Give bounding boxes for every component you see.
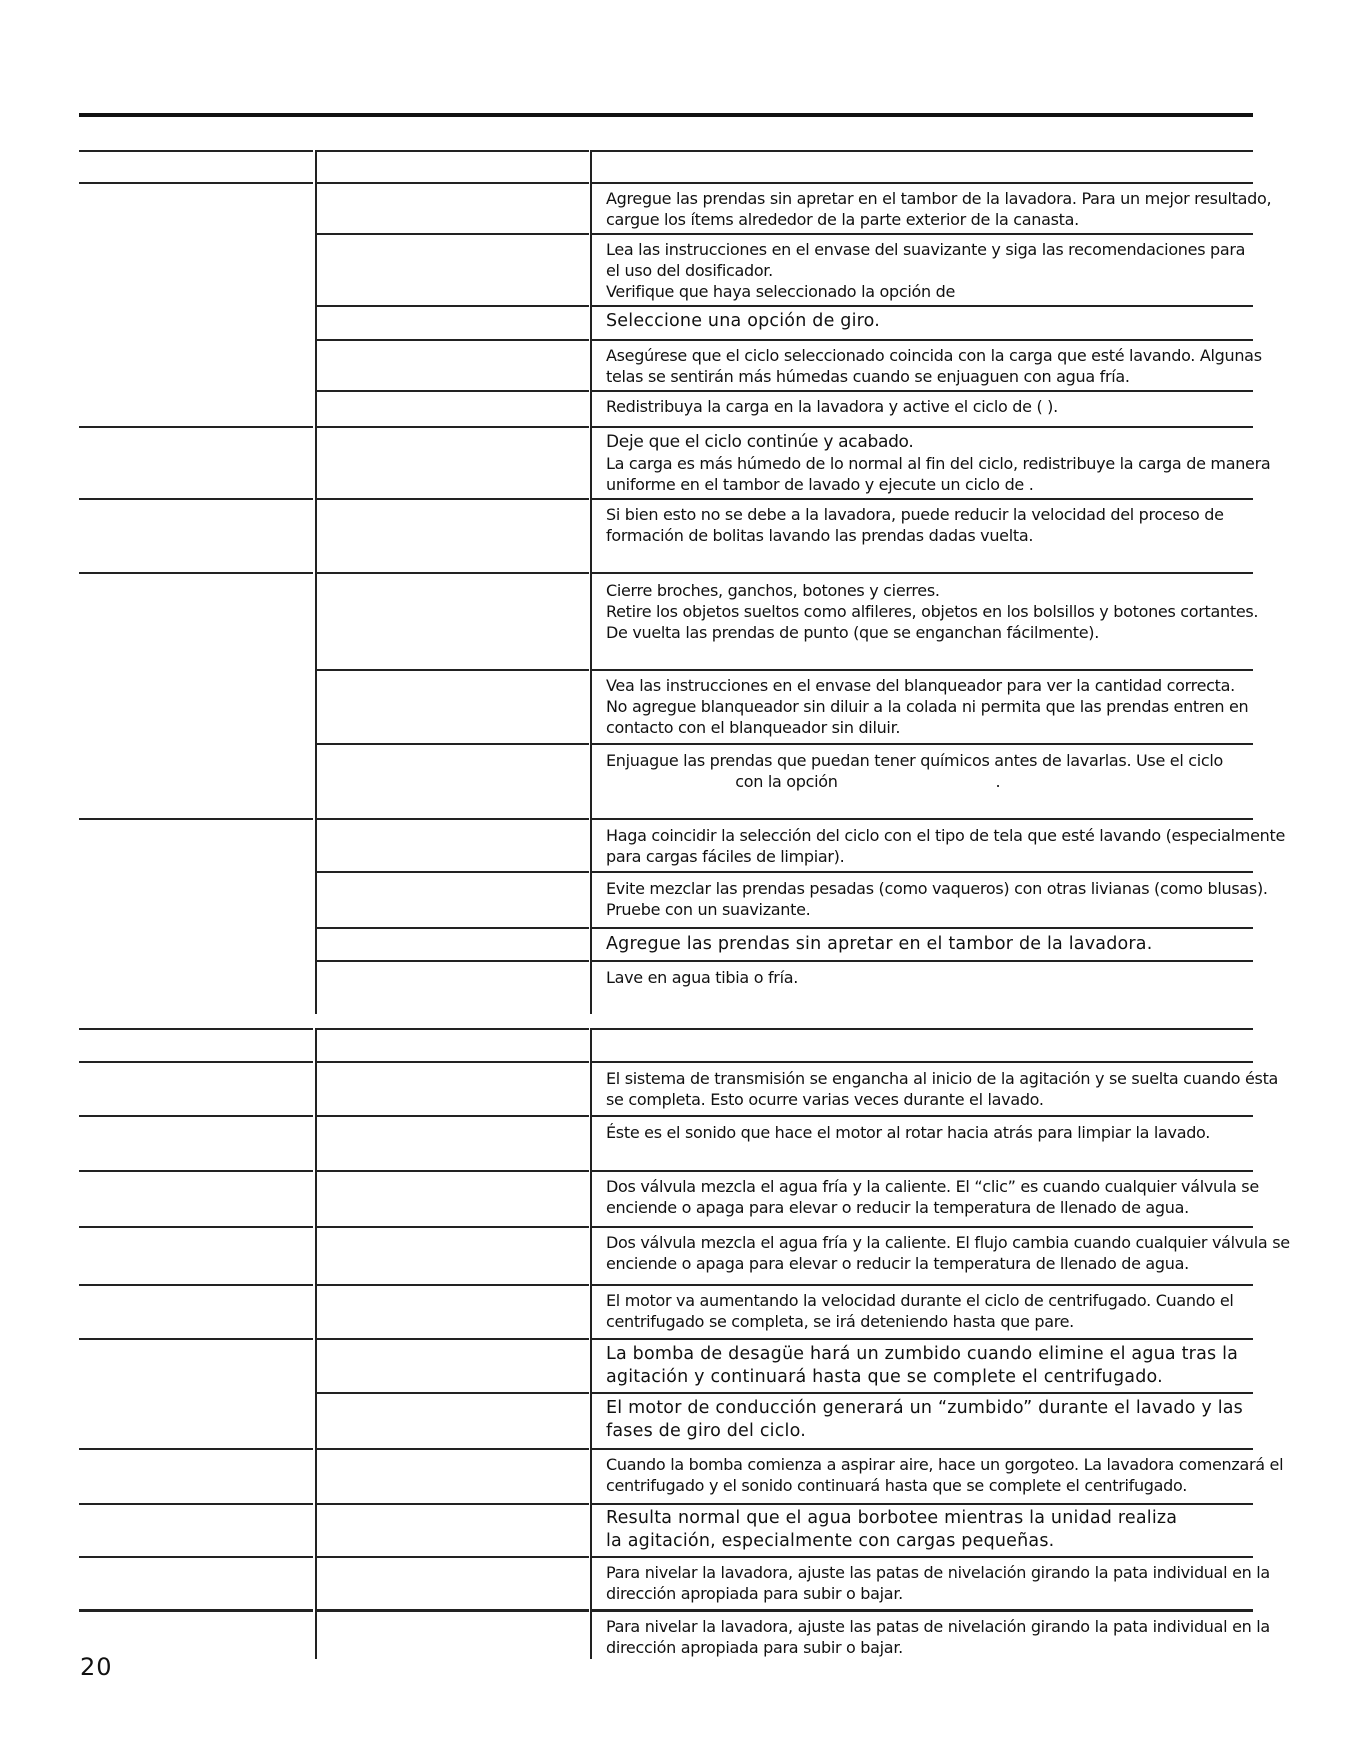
row-rule	[317, 305, 589, 307]
row-rule	[79, 1226, 313, 1228]
text-line: Resulta normal que el agua borbotee mientras la unidad realiza	[606, 1508, 1178, 1528]
text-line: Cuando la bomba comienza a aspirar aire, hace un gorgoteo. La lavadora comenzará el	[606, 1455, 1284, 1474]
row-rule	[79, 182, 313, 184]
text-line: contacto con el blanqueador sin diluir.	[606, 718, 901, 737]
row-rule	[592, 960, 1253, 962]
row-rule	[317, 1170, 589, 1172]
text-line: Seleccione una opción de giro.	[606, 311, 881, 331]
text-line: Si bien esto no se debe a la lavadora, puede reducir la velocidad del proceso de	[606, 505, 1224, 524]
row-rule	[317, 182, 589, 184]
text-line: con la opción .	[606, 772, 1001, 791]
text-line: Evite mezclar las prendas pesadas (como vaqueros) con otras livianas (como blusas).	[606, 879, 1268, 898]
row-rule	[317, 390, 589, 392]
text-line: No agregue blanqueador sin diluir a la colada ni permita que las prendas entren en	[606, 697, 1249, 716]
solution-cell	[606, 933, 1246, 956]
row-rule	[317, 1284, 589, 1286]
solution-cell	[606, 750, 1246, 792]
text-line: Pruebe con un suavizante.	[606, 900, 811, 919]
text-line: Retire los objetos sueltos como alfileres, objetos en los bolsillos y botones cortantes.	[606, 602, 1259, 621]
row-rule	[79, 426, 313, 428]
text-line: enciende o apaga para elevar o reducir la temperatura de llenado de agua.	[606, 1254, 1189, 1273]
row-rule	[317, 233, 589, 235]
text-line: La bomba de desagüe hará un zumbido cuando elimine el agua tras la	[606, 1344, 1239, 1364]
row-rule	[592, 818, 1253, 820]
row-rule	[317, 1392, 589, 1394]
row-rule	[592, 1284, 1253, 1286]
row-rule	[592, 1061, 1253, 1063]
explanation-cell	[606, 1454, 1284, 1496]
text-line: El motor de conducción generará un “zumbido” durante el lavado y las	[606, 1398, 1244, 1418]
explanation-cell	[606, 1290, 1246, 1332]
column-divider	[590, 150, 592, 1014]
text-line: Éste es el sonido que hace el motor al rotar hacia atrás para limpiar la lavado.	[606, 1123, 1211, 1142]
text-line: Verifique que haya seleccionado la opción de	[606, 282, 956, 301]
row-rule	[317, 1061, 589, 1063]
row-rule	[317, 927, 589, 929]
text-line: El motor va aumentando la velocidad durante el ciclo de centrifugado. Cuando el	[606, 1291, 1234, 1310]
row-rule	[79, 1448, 313, 1450]
table-header-rule	[592, 1028, 1253, 1030]
text-line: cargue los ítems alrededor de la parte exterior de la canasta.	[606, 210, 1079, 229]
row-rule	[79, 1284, 313, 1286]
explanation-cell	[606, 1507, 1246, 1553]
solution-cell	[606, 504, 1246, 546]
row-rule	[79, 1115, 313, 1117]
row-rule	[592, 305, 1253, 307]
explanation-cell	[606, 1343, 1246, 1389]
row-rule	[79, 1503, 313, 1505]
text-line: se completa. Esto ocurre varias veces durante el lavado.	[606, 1090, 1044, 1109]
row-rule	[317, 498, 589, 500]
text-line: Lave en agua tibia o fría.	[606, 968, 799, 987]
row-rule	[79, 572, 313, 574]
solution-cell	[606, 825, 1285, 867]
text-line: Cierre broches, ganchos, botones y cierres.	[606, 581, 940, 600]
text-line: dirección apropiada para subir o bajar.	[606, 1638, 903, 1657]
row-rule	[592, 339, 1253, 341]
row-rule	[592, 182, 1253, 184]
explanation-cell	[606, 1122, 1246, 1143]
text-line: Enjuague las prendas que puedan tener químicos antes de lavarlas. Use el ciclo	[606, 751, 1224, 770]
text-line: Dos válvula mezcla el agua fría y la caliente. El flujo cambia cuando cualquier válvula se	[606, 1233, 1290, 1252]
row-rule	[317, 1226, 589, 1228]
text-line: Para nivelar la lavadora, ajuste las patas de nivelación girando la pata individual en la	[606, 1563, 1270, 1582]
explanation-cell	[606, 1397, 1246, 1443]
text-line: enciende o apaga para elevar o reducir la temperatura de llenado de agua.	[606, 1198, 1189, 1217]
text-line: telas se sentirán más húmedas cuando se enjuaguen con agua fría.	[606, 367, 1130, 386]
text-line: fases de giro del ciclo.	[606, 1421, 806, 1441]
text-line: Agregue las prendas sin apretar en el tambor de la lavadora.	[606, 934, 1153, 954]
explanation-cell	[606, 1068, 1279, 1110]
solution-cell	[606, 878, 1268, 920]
text-line: Para nivelar la lavadora, ajuste las patas de nivelación girando la pata individual en la	[606, 1617, 1270, 1636]
text-line: Haga coincidir la selección del ciclo con el tipo de tela que esté lavando (especialmente	[606, 826, 1285, 845]
table-header-rule	[79, 1028, 313, 1030]
row-rule	[317, 1609, 589, 1612]
row-rule	[317, 1556, 589, 1558]
text-line: para cargas fáciles de limpiar).	[606, 847, 845, 866]
column-divider	[590, 1028, 592, 1659]
text-line: dirección apropiada para subir o bajar.	[606, 1584, 903, 1603]
row-rule	[317, 743, 589, 745]
row-rule	[592, 1609, 1253, 1612]
row-rule	[592, 1170, 1253, 1172]
row-rule	[592, 1448, 1253, 1450]
row-rule	[79, 1338, 313, 1340]
text-line: Agregue las prendas sin apretar en el tambor de la lavadora. Para un mejor resultado,	[606, 189, 1272, 208]
explanation-cell	[606, 1176, 1259, 1218]
solution-cell	[606, 239, 1246, 302]
row-rule	[317, 1338, 589, 1340]
explanation-cell	[606, 1616, 1270, 1658]
row-rule	[592, 1115, 1253, 1117]
column-divider	[315, 1028, 317, 1659]
explanation-cell	[606, 1562, 1270, 1604]
row-rule	[79, 818, 313, 820]
row-rule	[592, 1503, 1253, 1505]
row-rule	[317, 960, 589, 962]
row-rule	[317, 1503, 589, 1505]
column-divider	[315, 150, 317, 1014]
text-line: el uso del dosificador.	[606, 261, 773, 280]
row-rule	[592, 390, 1253, 392]
text-line: Dos válvula mezcla el agua fría y la caliente. El “clic” es cuando cualquier válvula se	[606, 1177, 1259, 1196]
text-line: Lea las instrucciones en el envase del suavizante y siga las recomendaciones para	[606, 240, 1246, 259]
text-line: la agitación, especialmente con cargas pequeñas.	[606, 1531, 1055, 1551]
text-line: centrifugado y el sonido continuará hasta que se complete el centrifugado.	[606, 1476, 1188, 1495]
row-rule	[592, 426, 1253, 428]
solution-cell	[606, 675, 1249, 738]
row-rule	[592, 743, 1253, 745]
row-rule	[592, 1392, 1253, 1394]
explanation-cell	[606, 1232, 1290, 1274]
solution-cell	[606, 967, 1246, 988]
row-rule	[317, 1115, 589, 1117]
page-number: 20	[80, 1653, 113, 1681]
row-rule	[79, 1609, 313, 1612]
solution-cell	[606, 396, 1246, 417]
row-rule	[79, 1061, 313, 1063]
row-rule	[592, 233, 1253, 235]
row-rule	[317, 572, 589, 574]
text-line: centrifugado se completa, se irá deteniendo hasta que pare.	[606, 1312, 1074, 1331]
row-rule	[592, 871, 1253, 873]
text-line: formación de bolitas lavando las prendas dadas vuelta.	[606, 526, 1034, 545]
row-rule	[79, 1170, 313, 1172]
text-line: De vuelta las prendas de punto (que se enganchan fácilmente).	[606, 623, 1100, 642]
row-rule	[317, 426, 589, 428]
row-rule	[317, 871, 589, 873]
row-rule	[592, 1226, 1253, 1228]
text-line: agitación y continuará hasta que se complete el centrifugado.	[606, 1367, 1163, 1387]
row-rule	[592, 1338, 1253, 1340]
solution-cell	[606, 432, 1271, 495]
text-line: Deje que el ciclo continúe y acabado.	[606, 432, 914, 452]
row-rule	[317, 339, 589, 341]
solution-cell	[606, 345, 1262, 387]
top-rule	[79, 113, 1253, 117]
text-line: Vea las instrucciones en el envase del blanqueador para ver la cantidad correcta.	[606, 676, 1235, 695]
row-rule	[592, 669, 1253, 671]
row-rule	[317, 669, 589, 671]
row-rule	[317, 1448, 589, 1450]
solution-cell	[606, 580, 1259, 643]
solution-cell	[606, 310, 1246, 333]
row-rule	[79, 1556, 313, 1558]
row-rule	[592, 1556, 1253, 1558]
text-line: uniforme en el tambor de lavado y ejecute un ciclo de .	[606, 475, 1034, 494]
text-line: La carga es más húmedo de lo normal al fin del ciclo, redistribuye la carga de manera	[606, 454, 1271, 473]
text-line: Asegúrese que el ciclo seleccionado coincida con la carga que esté lavando. Algunas	[606, 346, 1262, 365]
text-line: Redistribuya la carga en la lavadora y active el ciclo de ( ).	[606, 397, 1058, 416]
row-rule	[592, 927, 1253, 929]
row-rule	[592, 572, 1253, 574]
text-line: El sistema de transmisión se engancha al inicio de la agitación y se suelta cuando ésta	[606, 1069, 1279, 1088]
solution-cell	[606, 188, 1272, 230]
row-rule	[79, 498, 313, 500]
table-header-rule	[317, 1028, 589, 1030]
row-rule	[317, 818, 589, 820]
row-rule	[592, 498, 1253, 500]
